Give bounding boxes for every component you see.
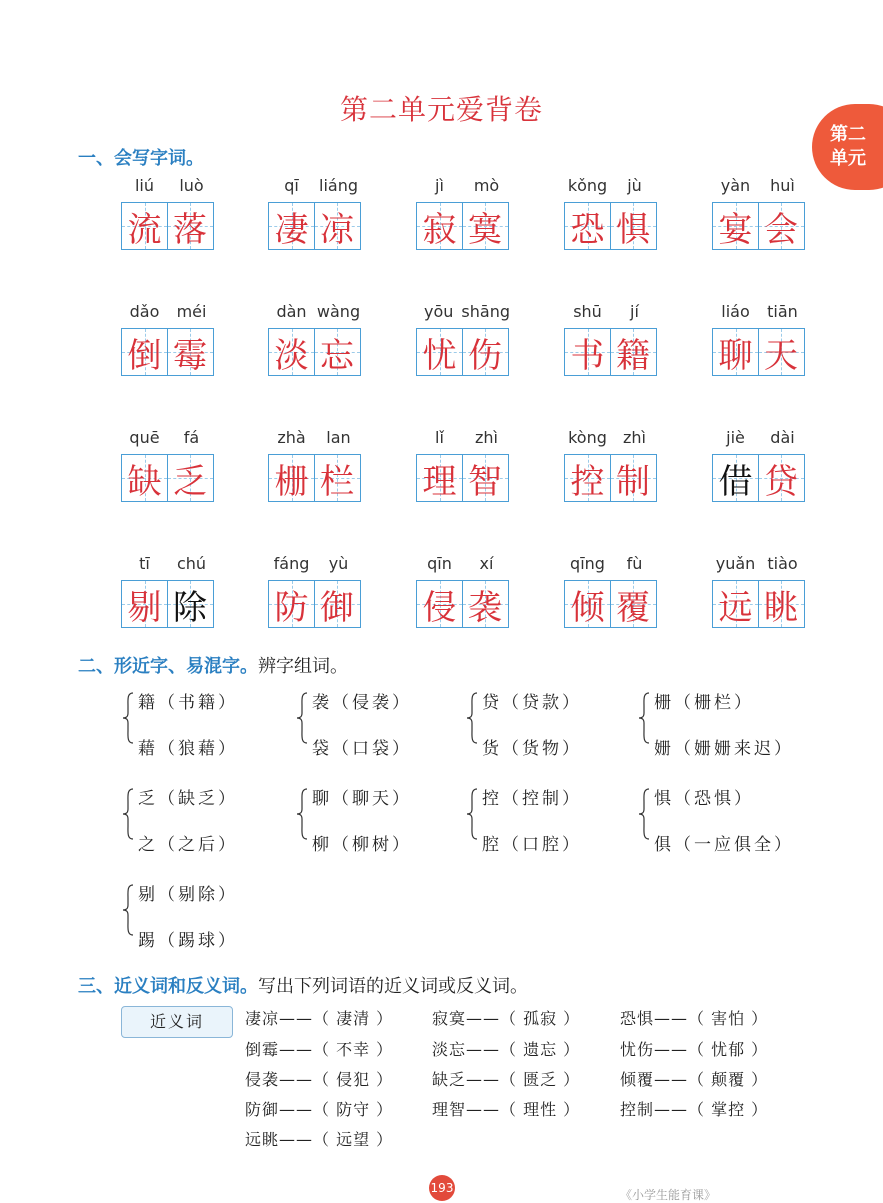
synonym-entry: 淡忘——（ 遗忘 ） [432, 1040, 581, 1059]
tianzige-cell [121, 454, 168, 502]
character-grid-pair [268, 328, 362, 376]
pinyin-syllable: dǎo [129, 302, 160, 321]
hanzi-character: 制 [616, 461, 650, 502]
word-item [712, 302, 812, 402]
pinyin-syllable: tiān [767, 302, 798, 321]
pinyin-syllable: fù [626, 554, 643, 573]
section2-number: 二、 [78, 656, 114, 677]
hanzi-character: 流 [127, 209, 162, 250]
hanzi-character: 籍 [616, 335, 650, 376]
tianzige-cell [416, 328, 463, 376]
confusable-entry: 之（之后） [138, 835, 238, 855]
pinyin-syllable: liú [134, 176, 155, 195]
pinyin-syllable: méi [176, 302, 207, 321]
pinyin-syllable: luò [179, 176, 204, 195]
pinyin-syllable: zhì [623, 428, 646, 447]
pinyin-syllable: yù [328, 554, 349, 573]
pinyin-row [121, 176, 215, 198]
hanzi-character: 智 [468, 461, 502, 502]
pinyin-syllable: shū [573, 302, 602, 321]
tianzige-cell [167, 328, 214, 376]
confusable-entry: 姗（姗姗来迟） [654, 739, 794, 759]
synonym-entry: 理智——（ 理性 ） [432, 1100, 581, 1119]
synonym-entry: 寂寞——（ 孤寂 ） [432, 1009, 581, 1028]
hanzi-character: 凄 [274, 209, 309, 250]
word-item [121, 554, 221, 654]
pinyin-syllable: tī [139, 554, 150, 573]
tianzige-cell [712, 202, 759, 250]
hanzi-character: 恐 [570, 209, 605, 250]
unit-tab-line1: 第二 [830, 124, 866, 145]
page-number: 193 [429, 1175, 455, 1201]
section2-instruction: 辨字组词。 [258, 656, 348, 677]
hanzi-character: 倾 [570, 587, 605, 628]
pinyin-syllable: jù [627, 176, 642, 195]
hanzi-character: 天 [764, 335, 798, 376]
tianzige-cell [610, 202, 657, 250]
pinyin-syllable: wàng [316, 302, 361, 321]
tianzige-cell [758, 328, 805, 376]
word-item [268, 428, 368, 528]
brace-icon [466, 788, 478, 840]
character-grid-pair [564, 454, 658, 502]
pinyin-row [564, 176, 658, 198]
confusable-entry: 聊（聊天） [312, 789, 412, 809]
confusable-entry: 籍（书籍） [138, 693, 238, 713]
pinyin-syllable: dàn [276, 302, 307, 321]
pinyin-syllable: kòng [568, 428, 607, 447]
pinyin-row [416, 428, 510, 450]
pinyin-row [712, 428, 806, 450]
character-grid-pair [121, 202, 215, 250]
hanzi-character: 凉 [320, 209, 354, 250]
pinyin-syllable: zhì [475, 428, 498, 447]
brace-icon [638, 788, 650, 840]
hanzi-character: 寂 [422, 209, 457, 250]
tianzige-cell [268, 454, 315, 502]
confusable-entry: 栅（栅栏） [654, 693, 754, 713]
tianzige-cell [167, 580, 214, 628]
hanzi-character: 借 [718, 461, 753, 502]
pinyin-row [121, 302, 215, 324]
tianzige-cell [416, 202, 463, 250]
pinyin-syllable: tiào [767, 554, 798, 573]
confusable-entry: 乏（缺乏） [138, 789, 238, 809]
section2-title: 形近字、易混字。 [114, 656, 258, 677]
hanzi-character: 栅 [274, 461, 309, 502]
confusable-group [296, 784, 476, 855]
hanzi-character: 倒 [127, 335, 162, 376]
character-grid-pair [564, 580, 658, 628]
word-item [121, 302, 221, 402]
tianzige-cell [268, 580, 315, 628]
tianzige-cell [758, 202, 805, 250]
tianzige-cell [314, 328, 361, 376]
hanzi-character: 寞 [468, 209, 502, 250]
tianzige-cell [712, 580, 759, 628]
word-item [712, 554, 812, 654]
tianzige-cell [121, 202, 168, 250]
character-grid-pair [416, 328, 510, 376]
confusable-group [122, 688, 302, 759]
word-item [416, 428, 516, 528]
character-grid-pair [712, 580, 806, 628]
hanzi-character: 远 [718, 587, 753, 628]
pinyin-syllable: yōu [424, 302, 454, 321]
confusable-entry: 袋（口袋） [312, 739, 412, 759]
word-item [712, 428, 812, 528]
section1-heading [78, 144, 204, 170]
hanzi-character: 忧 [422, 335, 457, 376]
hanzi-character: 控 [570, 461, 605, 502]
pinyin-syllable: mò [473, 176, 500, 195]
brace-icon [122, 788, 134, 840]
hanzi-character: 书 [570, 335, 605, 376]
character-grid-pair [416, 454, 510, 502]
synonym-entry: 远眺——（ 远望 ） [245, 1130, 394, 1149]
confusable-entry: 袭（侵袭） [312, 693, 412, 713]
pinyin-row [712, 176, 806, 198]
pinyin-row [121, 428, 215, 450]
tianzige-cell [462, 454, 509, 502]
confusable-group [466, 688, 646, 759]
pinyin-syllable: qīng [570, 554, 605, 573]
hanzi-character: 会 [764, 209, 798, 250]
brace-icon [638, 692, 650, 744]
confusable-group [638, 784, 818, 855]
word-item [564, 302, 664, 402]
word-item [416, 176, 516, 276]
confusable-entry: 柳（柳树） [312, 835, 412, 855]
pinyin-syllable: jiè [726, 428, 745, 447]
brace-icon [122, 692, 134, 744]
character-grid-pair [712, 202, 806, 250]
hanzi-character: 袭 [468, 587, 502, 628]
tianzige-cell [167, 454, 214, 502]
tianzige-cell [564, 580, 611, 628]
hanzi-character: 宴 [718, 209, 753, 250]
pinyin-syllable: yuǎn [715, 554, 756, 573]
section3-heading [78, 972, 528, 998]
confusable-entry: 贷（贷款） [482, 693, 582, 713]
page-title: 第二单元爱背卷 [339, 93, 543, 126]
hanzi-character: 眺 [764, 587, 798, 628]
hanzi-character: 剔 [127, 587, 162, 628]
tianzige-cell [712, 328, 759, 376]
pinyin-syllable: lǐ [435, 428, 444, 447]
pinyin-syllable: fá [183, 428, 200, 447]
unit-tab-line2: 单元 [830, 148, 866, 169]
pinyin-syllable: qī [284, 176, 299, 195]
confusable-entry: 控（控制） [482, 789, 582, 809]
tianzige-cell [564, 454, 611, 502]
character-grid-pair [416, 580, 510, 628]
character-grid-pair [121, 454, 215, 502]
brace-icon [122, 884, 134, 936]
section1-number: 一、 [78, 148, 114, 169]
pinyin-syllable: lan [326, 428, 351, 447]
hanzi-character: 淡 [274, 335, 309, 376]
tianzige-cell [758, 580, 805, 628]
hanzi-character: 覆 [616, 587, 650, 628]
synonym-entry: 防御——（ 防守 ） [245, 1100, 394, 1119]
confusable-group [296, 688, 476, 759]
tianzige-cell [564, 202, 611, 250]
hanzi-character: 落 [173, 209, 207, 250]
pinyin-row [121, 554, 215, 576]
word-item [712, 176, 812, 276]
hanzi-character: 除 [173, 587, 207, 628]
pinyin-syllable: yàn [720, 176, 751, 195]
brace-icon [466, 692, 478, 744]
hanzi-character: 缺 [127, 461, 162, 502]
confusable-group [638, 688, 818, 759]
synonym-entry: 凄凉——（ 凄清 ） [245, 1009, 394, 1028]
word-item [564, 428, 664, 528]
character-grid-pair [268, 202, 362, 250]
tianzige-cell [462, 580, 509, 628]
hanzi-character: 乏 [173, 461, 207, 502]
confusable-entry: 剔（剔除） [138, 885, 238, 905]
unit-tab [812, 104, 883, 190]
confusable-entry: 藉（狼藉） [138, 739, 238, 759]
word-item [268, 176, 368, 276]
pinyin-row [268, 554, 362, 576]
confusable-entry: 惧（恐惧） [654, 789, 754, 809]
tianzige-cell [416, 580, 463, 628]
synonym-entry: 缺乏——（ 匮乏 ） [432, 1070, 581, 1089]
pinyin-row [712, 554, 806, 576]
tianzige-cell [610, 328, 657, 376]
tianzige-cell [121, 580, 168, 628]
word-item [121, 176, 221, 276]
character-grid-pair [564, 202, 658, 250]
hanzi-character: 忘 [320, 335, 354, 376]
word-item [268, 554, 368, 654]
synonym-tag: 近义词 [121, 1006, 233, 1038]
hanzi-character: 栏 [320, 461, 354, 502]
tianzige-cell [610, 454, 657, 502]
character-grid-pair [121, 328, 215, 376]
pinyin-syllable: liáo [721, 302, 750, 321]
hanzi-character: 理 [422, 461, 457, 502]
confusable-group [122, 880, 302, 951]
section2-heading [78, 652, 348, 678]
hanzi-character: 防 [274, 587, 309, 628]
pinyin-row [416, 302, 510, 324]
pinyin-row [564, 554, 658, 576]
pinyin-syllable: kǒng [567, 176, 608, 195]
hanzi-character: 侵 [422, 587, 457, 628]
pinyin-row [268, 302, 362, 324]
character-grid-pair [416, 202, 510, 250]
watermark: 《小学生能育课》 [620, 1188, 717, 1202]
hanzi-character: 霉 [173, 335, 207, 376]
pinyin-syllable: qīn [427, 554, 452, 573]
pinyin-row [564, 302, 658, 324]
tianzige-cell [121, 328, 168, 376]
word-item [268, 302, 368, 402]
word-item [416, 554, 516, 654]
confusable-entry: 货（货物） [482, 739, 582, 759]
pinyin-syllable: shāng [461, 302, 510, 321]
tianzige-cell [314, 202, 361, 250]
hanzi-character: 伤 [468, 335, 502, 376]
confusable-group [122, 784, 302, 855]
character-grid-pair [712, 454, 806, 502]
hanzi-character: 御 [320, 587, 354, 628]
hanzi-character: 惧 [616, 209, 650, 250]
synonym-entry: 控制——（ 掌控 ） [620, 1100, 769, 1119]
tianzige-cell [712, 454, 759, 502]
synonym-entry: 忧伤——（ 忧郁 ） [620, 1040, 769, 1059]
pinyin-row [712, 302, 806, 324]
confusable-group [466, 784, 646, 855]
brace-icon [296, 788, 308, 840]
pinyin-row [416, 176, 510, 198]
character-grid-pair [268, 454, 362, 502]
synonym-entry: 恐惧——（ 害怕 ） [620, 1009, 769, 1028]
tianzige-cell [564, 328, 611, 376]
pinyin-syllable: xí [479, 554, 494, 573]
pinyin-syllable: huì [770, 176, 795, 195]
section1-title: 会写字词。 [114, 148, 204, 169]
tianzige-cell [758, 454, 805, 502]
section3-number: 三、 [78, 976, 114, 997]
section3-title: 近义词和反义词。 [114, 976, 258, 997]
pinyin-syllable: jì [435, 176, 444, 195]
character-grid-pair [268, 580, 362, 628]
pinyin-row [268, 428, 362, 450]
tianzige-cell [314, 580, 361, 628]
tianzige-cell [167, 202, 214, 250]
tianzige-cell [462, 328, 509, 376]
tianzige-cell [268, 328, 315, 376]
confusable-entry: 俱（一应俱全） [654, 835, 794, 855]
pinyin-row [268, 176, 362, 198]
tianzige-cell [268, 202, 315, 250]
synonym-entry: 倾覆——（ 颠覆 ） [620, 1070, 769, 1089]
confusable-entry: 踢（踢球） [138, 931, 238, 951]
pinyin-syllable: dài [770, 428, 795, 447]
character-grid-pair [712, 328, 806, 376]
tianzige-cell [462, 202, 509, 250]
word-item [121, 428, 221, 528]
brace-icon [296, 692, 308, 744]
pinyin-syllable: liáng [319, 176, 358, 195]
pinyin-row [416, 554, 510, 576]
hanzi-character: 聊 [718, 335, 753, 376]
confusable-entry: 腔（口腔） [482, 835, 582, 855]
section3-instruction: 写出下列词语的近义词或反义词。 [258, 976, 528, 997]
pinyin-syllable: fáng [273, 554, 310, 573]
pinyin-row [564, 428, 658, 450]
synonym-entry: 侵袭——（ 侵犯 ） [245, 1070, 394, 1089]
word-item [564, 176, 664, 276]
pinyin-syllable: quē [129, 428, 160, 447]
synonym-entry: 倒霉——（ 不幸 ） [245, 1040, 394, 1059]
tianzige-cell [610, 580, 657, 628]
pinyin-syllable: jí [630, 302, 639, 321]
tianzige-cell [416, 454, 463, 502]
pinyin-syllable: chú [176, 554, 207, 573]
hanzi-character: 贷 [764, 461, 798, 502]
word-item [564, 554, 664, 654]
word-item [416, 302, 516, 402]
character-grid-pair [564, 328, 658, 376]
character-grid-pair [121, 580, 215, 628]
tianzige-cell [314, 454, 361, 502]
pinyin-syllable: zhà [277, 428, 306, 447]
